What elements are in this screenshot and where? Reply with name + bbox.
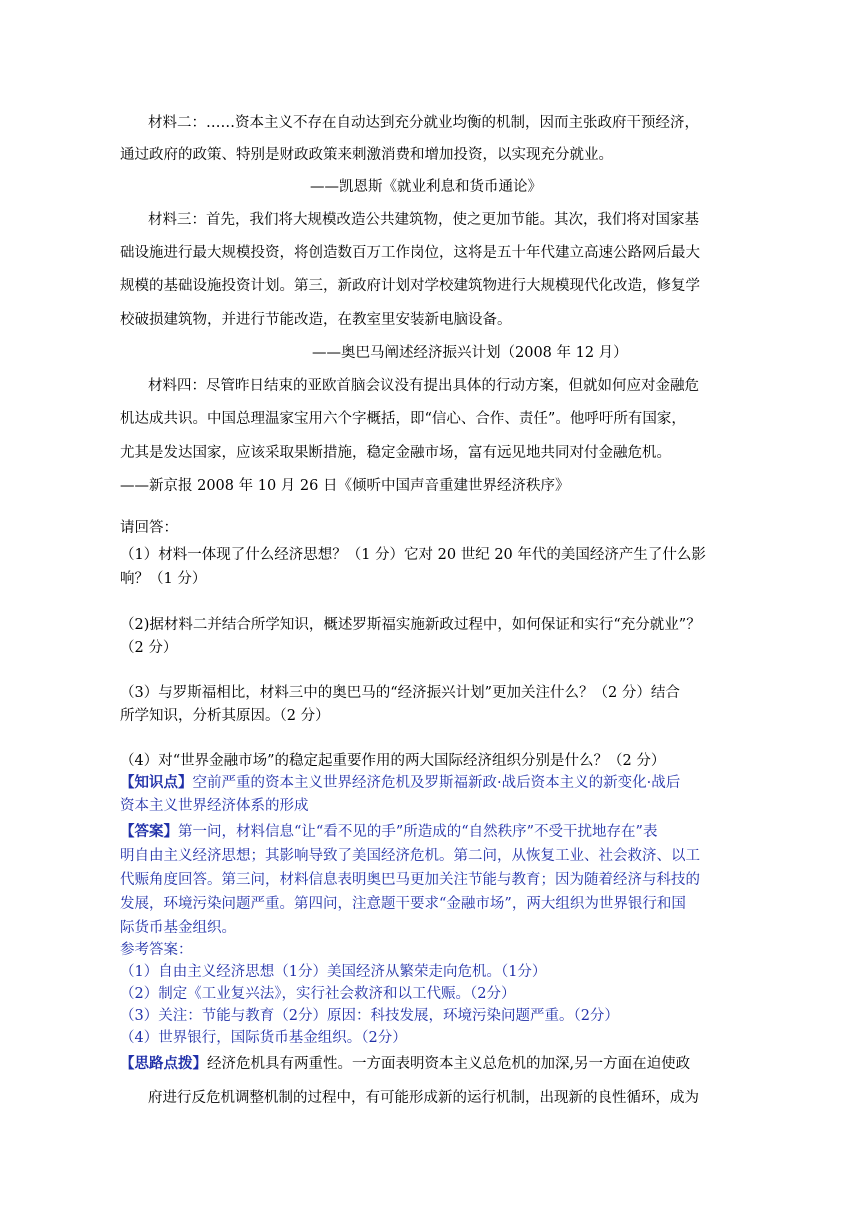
material3-line-1: 材料三：首先，我们将大规模改造公共建筑物，使之更加节能。其次，我们将对国家基 [148, 212, 699, 228]
thinking-text-1: 经济危机具有两重性。一方面表明资本主义总危机的加深,另一方面在迫使政 [207, 1056, 691, 1072]
thinking-line-2: 府进行反危机调整机制的过程中，有可能形成新的运行机制，出现新的良性循环，成为 [148, 1090, 699, 1106]
knowledge-label: 【知识点】 [120, 774, 193, 791]
material4-line-3: 尤其是发达国家，应该采取果断措施，稳定金融市场，富有远见地共同对付金融危机。 [120, 445, 671, 461]
answer-line-5: 际货币基金组织。 [120, 920, 236, 936]
question-3-line-2: 所学知识，分析其原因。（2 分） [120, 708, 330, 724]
material2-line-1: 材料二：……资本主义不存在自动达到充分就业均衡的机制，因而主张政府干预经济， [148, 115, 699, 131]
knowledge-text-1: 空前严重的资本主义世界经济危机及罗斯福新政·战后资本主义的新变化·战后 [192, 775, 681, 791]
reference-line-1: （1）自由主义经济思想（1分）美国经济从繁荣走向危机。（1分） [120, 964, 547, 980]
reference-line-3: （3）关注：节能与教育（2分）原因：科技发展，环境污染问题严重。（2分） [120, 1008, 619, 1024]
material4-line-2: 机达成共识。中国总理温家宝用六个字概括，即“信心、合作、责任”。他呼吁所有国家， [120, 411, 686, 427]
question-2-line-2: （2 分） [120, 640, 178, 656]
material2-source: ——凯恩斯《就业利息和货币通论》 [310, 179, 542, 195]
material4-source: ——新京报 2008 年 10 月 26 日《倾听中国声音重建世界经济秩序》 [120, 478, 570, 494]
question-4: （4）对“世界金融市场”的稳定起重要作用的两大国际经济组织分别是什么？（2 分） [120, 753, 666, 769]
answer-line-2: 明自由主义经济思想；其影响导致了美国经济危机。第二问，从恢复工业、社会救济、以工 [120, 848, 700, 864]
thinking-label: 【思路点拨】 [120, 1055, 207, 1072]
reference-line-2: （2）制定《工业复兴法》，实行社会救济和以工代赈。（2分） [120, 986, 516, 1002]
material4-line-1: 材料四：尽管昨日结束的亚欧首脑会议没有提出具体的行动方案，但就如何应对金融危 [148, 378, 699, 394]
reference-line-4: （4）世界银行，国际货币基金组织。（2分） [120, 1030, 407, 1046]
material3-source: ——奥巴马阐述经济振兴计划（2008 年 12 月） [312, 345, 628, 361]
answer-line-3: 代赈角度回答。第三问，材料信息表明奥巴马更加关注节能与教育；因为随着经济与科技的 [120, 872, 700, 888]
thinking-line-1 [120, 1054, 740, 1074]
question-1-line-2: 响？（1 分） [120, 571, 207, 587]
knowledge-line-2: 资本主义世界经济体系的形成 [120, 798, 309, 814]
answer-line-4: 发展，环境污染问题严重。第四问，注意题干要求“金融市场”，两大组织为世界银行和国 [120, 896, 686, 912]
questions-prompt: 请回答： [120, 520, 178, 536]
material3-line-4: 校破损建筑物，并进行节能改造，在教室里安装新电脑设备。 [120, 312, 512, 328]
knowledge-line-1 [120, 773, 740, 793]
answer-line-1 [120, 822, 740, 842]
material2-line-2: 通过政府的政策、特别是财政政策来刺激消费和增加投资，以实现充分就业。 [120, 147, 613, 163]
question-3-line-1: （3）与罗斯福相比，材料三中的奥巴马的“经济振兴计划”更加关注什么？（2 分）结合 [120, 685, 680, 701]
material3-line-3: 规模的基础设施投资计划。第三，新政府计划对学校建筑物进行大规模现代化改造，修复学 [120, 278, 700, 294]
question-1-line-1: （1）材料一体现了什么经济思想？（1 分）它对 20 世纪 20 年代的美国经济产生了什么影 [120, 547, 706, 563]
question-2-line-1: （2)据材料二并结合所学知识，概述罗斯福实施新政过程中，如何保证和实行“充分就业”？ [120, 617, 701, 633]
answer-label: 【答案】 [120, 823, 178, 840]
material3-line-2: 础设施进行最大规模投资，将创造数百万工作岗位，这将是五十年代建立高速公路网后最大 [120, 245, 700, 261]
answer-text-1: 第一问，材料信息“让“看不见的手”所造成的“自然秩序”不受干扰地存在”表 [178, 824, 658, 840]
reference-title: 参考答案： [120, 942, 193, 958]
